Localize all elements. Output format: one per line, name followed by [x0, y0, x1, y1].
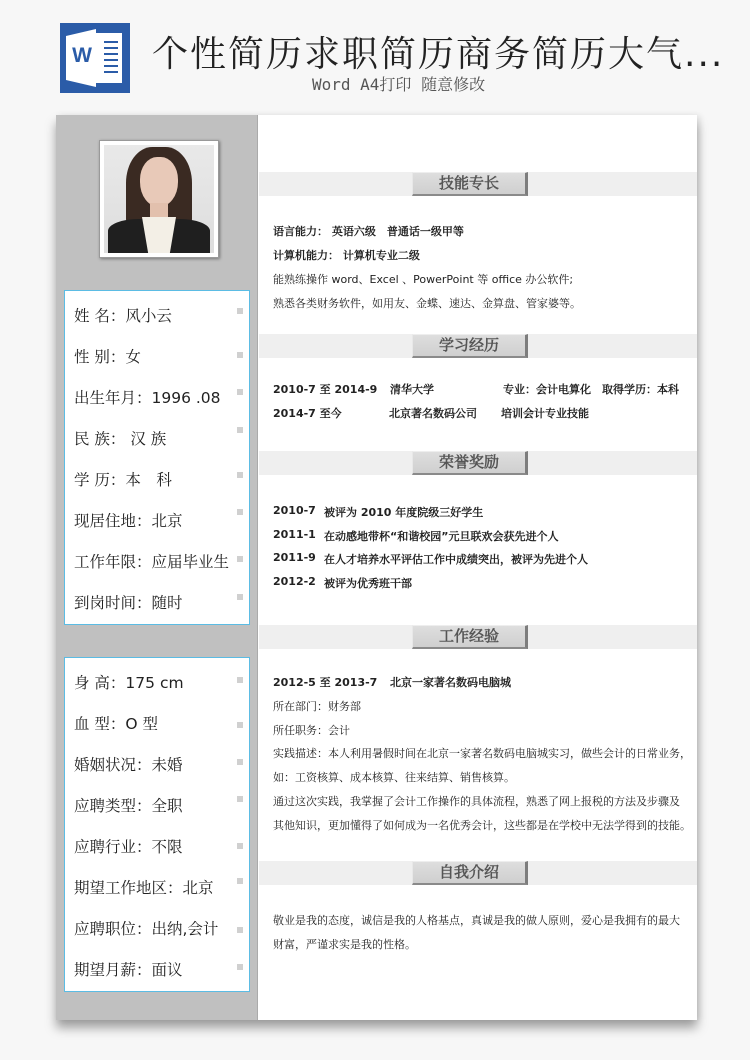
bullet-square-icon [237, 389, 243, 395]
text-line-icon [104, 59, 118, 61]
bullet-square-icon [237, 843, 243, 849]
info-position: 应聘职位：出纳,会计 [74, 917, 249, 941]
bullet-square-icon [237, 594, 243, 600]
section-header-honors [259, 451, 697, 475]
bullet-square-icon [237, 308, 243, 314]
info-residence: 现居住地：北京 [74, 509, 249, 533]
text-line-icon [104, 41, 118, 43]
honor-text: 在动感地带杯“和谐校园”元旦联欢会获先进个人 [324, 530, 559, 543]
education-school: 清华大学 [390, 383, 434, 396]
info-blood-type: 血 型：O 型 [74, 712, 249, 736]
resume-document [56, 115, 697, 1020]
page-subtitle: Word A4打印 随意修改 [312, 75, 486, 94]
info-ethnicity: 民 族： 汉 族 [74, 427, 249, 451]
skill-line: 语言能力： 英语六级 普通话一级甲等 [273, 225, 464, 238]
bullet-square-icon [237, 878, 243, 884]
education-school: 北京著名数码公司 [389, 407, 477, 420]
section-title: 工作经验 [412, 625, 528, 649]
bullet-square-icon [237, 677, 243, 683]
education-detail: 培训会计专业技能 [501, 407, 589, 420]
info-start-time: 到岗时间：随时 [74, 591, 249, 615]
section-title: 荣誉奖励 [412, 451, 528, 475]
text-line-icon [104, 53, 118, 55]
work-position: 所任职务：会计 [273, 724, 350, 737]
work-department: 所在部门：财务部 [273, 700, 361, 713]
resume-sidebar [56, 115, 258, 1020]
work-description: 通过这次实践，我掌握了会计工作操作的具体流程，熟悉了网上报税的方法及步骤及 [273, 795, 680, 808]
education-period: 2014-7 至今 [273, 407, 342, 420]
bullet-square-icon [237, 427, 243, 433]
bullet-square-icon [237, 964, 243, 970]
section-title: 技能专长 [412, 172, 528, 196]
section-header-about [259, 861, 697, 885]
info-gender: 性 别：女 [74, 345, 249, 369]
info-name: 姓 名：风小云 [74, 304, 249, 328]
bullet-square-icon [237, 759, 243, 765]
info-salary: 期望月薪：面议 [74, 958, 249, 982]
honor-text: 在人才培养水平评估工作中成绩突出，被评为先进个人 [324, 553, 588, 566]
work-company: 北京一家著名数码电脑城 [390, 676, 511, 689]
section-header-education [259, 334, 697, 358]
honor-date: 2011-9 [273, 551, 316, 564]
word-icon [60, 23, 130, 93]
section-header-work [259, 625, 697, 649]
skill-line: 能熟练操作 word、Excel 、PowerPoint 等 office 办公软件; [273, 273, 574, 286]
work-description: 其他知识，更加懂得了如何成为一名优秀会计，这些都是在学校中无法学得到的技能。 [273, 819, 691, 832]
portrait-photo [99, 140, 219, 258]
education-detail: 专业：会计电算化 取得学历：本科 [503, 383, 679, 396]
header [0, 0, 750, 110]
section-title: 学习经历 [412, 334, 528, 358]
page-title: 个性简历求职简历商务简历大气... [152, 34, 725, 75]
info-industry: 应聘行业：不限 [74, 835, 249, 859]
resume-main [259, 115, 697, 1020]
section-header-skills [259, 172, 697, 196]
info-work-years: 工作年限：应届毕业生 [74, 550, 249, 574]
skill-line: 计算机能力： 计算机专业二级 [273, 249, 420, 262]
bullet-square-icon [237, 556, 243, 562]
honor-text: 被评为优秀班干部 [324, 577, 412, 590]
work-description: 如：工资核算、成本核算、往来结算、销售核算。 [273, 771, 515, 784]
bullet-square-icon [237, 352, 243, 358]
education-period: 2010-7 至 2014-9 [273, 383, 378, 396]
text-line-icon [104, 47, 118, 49]
info-birth: 出生年月：1996 .08 [74, 386, 249, 410]
bullet-square-icon [237, 472, 243, 478]
about-text: 敬业是我的态度，诚信是我的人格基点，真诚是我的做人原则，爱心是我拥有的最大 [273, 914, 680, 927]
info-job-type: 应聘类型：全职 [74, 794, 249, 818]
bullet-square-icon [237, 796, 243, 802]
bullet-square-icon [237, 509, 243, 515]
bullet-square-icon [237, 927, 243, 933]
info-marital: 婚姻状况：未婚 [74, 753, 249, 777]
work-period: 2012-5 至 2013-7 [273, 676, 378, 689]
personal-info-box [64, 290, 250, 625]
info-height: 身 高：175 cm [74, 671, 249, 695]
section-title: 自我介绍 [412, 861, 528, 885]
honor-date: 2011-1 [273, 528, 316, 541]
honor-text: 被评为 2010 年度院级三好学生 [324, 506, 484, 519]
text-line-icon [104, 71, 118, 73]
job-info-box [64, 657, 250, 992]
work-description: 实践描述：本人利用暑假时间在北京一家著名数码电脑城实习，做些会计的日常业务， [273, 747, 691, 760]
info-location: 期望工作地区：北京 [74, 876, 249, 900]
about-text: 财富，严谨求实是我的性格。 [273, 938, 416, 951]
bullet-square-icon [237, 722, 243, 728]
honor-date: 2010-7 [273, 504, 316, 517]
text-line-icon [104, 65, 118, 67]
info-education: 学 历：本 科 [74, 468, 249, 492]
word-letter: W [72, 44, 92, 67]
skill-line: 熟悉各类财务软件，如用友、金蝶、速达、金算盘、管家婆等。 [273, 297, 581, 310]
honor-date: 2012-2 [273, 575, 316, 588]
